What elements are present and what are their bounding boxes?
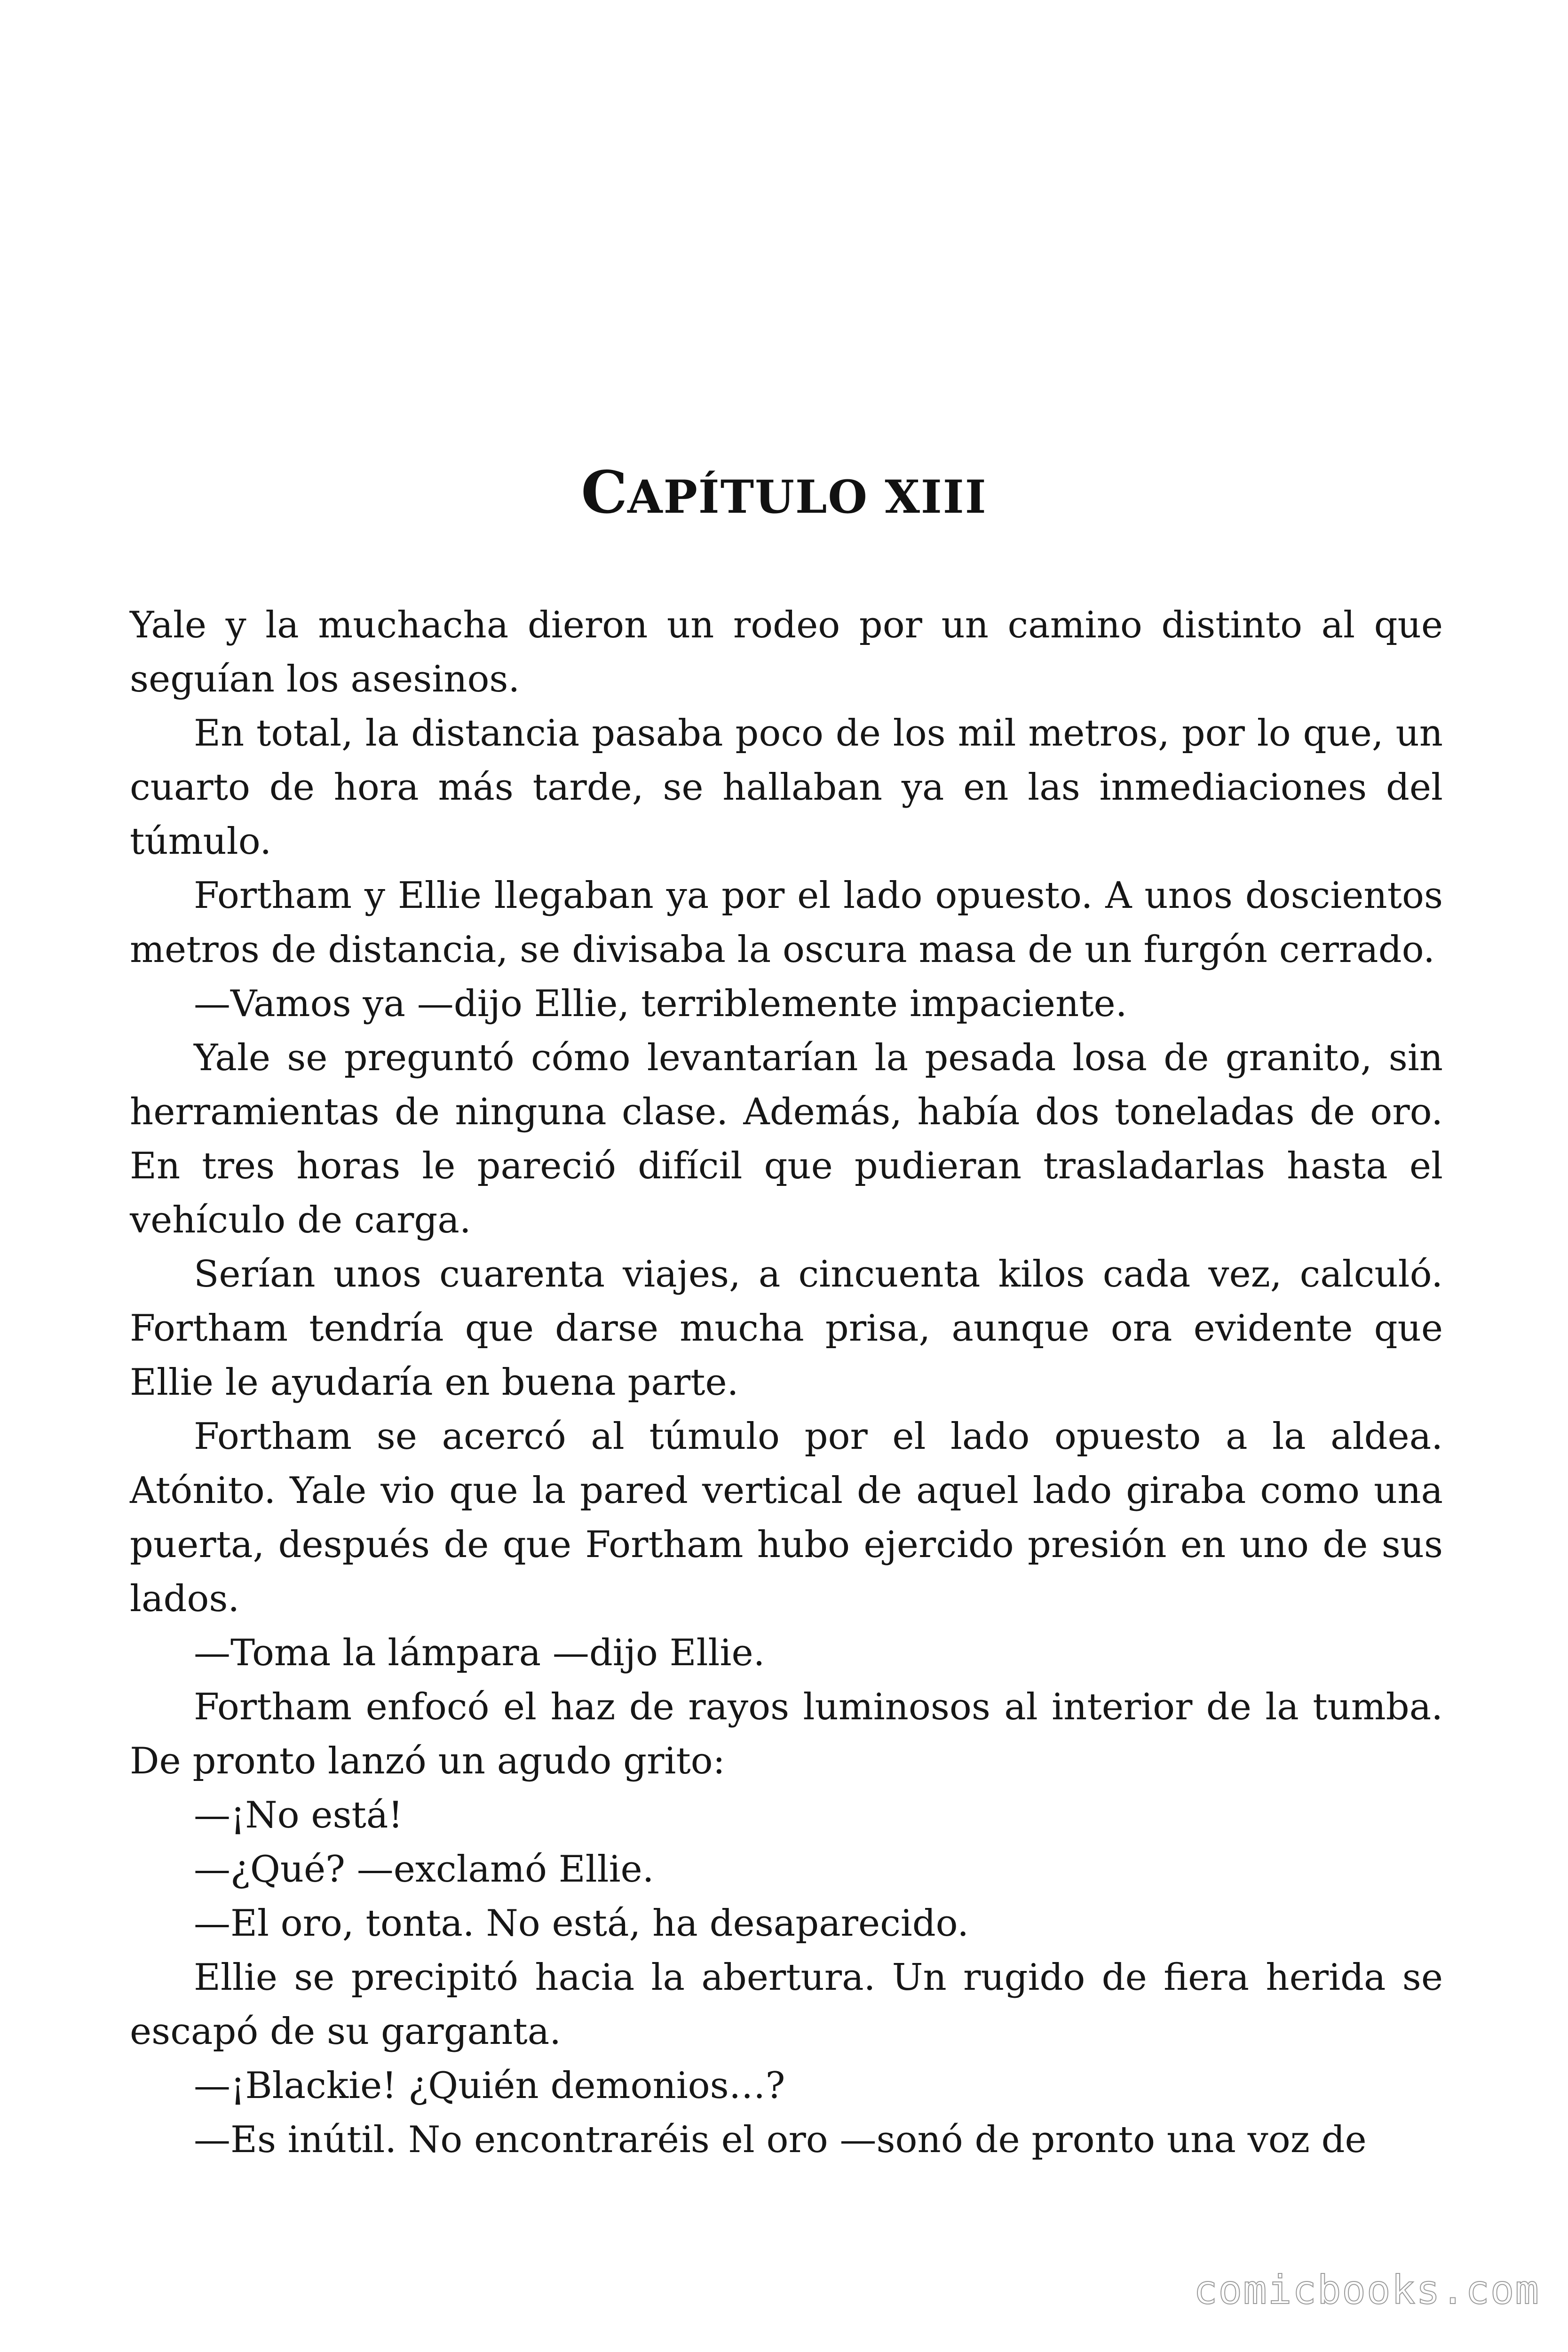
chapter-title-rest: APÍTULO XIII bbox=[627, 470, 987, 524]
paragraph: —¿Qué? —exclamó Ellie. bbox=[194, 1848, 654, 1891]
body-text bbox=[130, 598, 1443, 2167]
paragraph: Fortham enfocó el haz de rayos luminosos al interior de la tumba. De pronto lanzó un agudo grito: bbox=[130, 1686, 1443, 1782]
paragraph: —¡Blackie! ¿Quién demonios…? bbox=[194, 2065, 785, 2107]
paragraph: En total, la distancia pasaba poco de los mil metros, por lo que, un cuarto de hora más tarde, se hallaban ya en las inmediaciones del túmulo. bbox=[130, 712, 1443, 863]
paragraph: Fortham y Ellie llegaban ya por el lado opuesto. A unos doscientos metros de distancia, se divisaba la oscura masa de un furgón cerrado. bbox=[130, 874, 1443, 971]
paragraph: Yale y la muchacha dieron un rodeo por un camino distinto al que seguían los asesinos. bbox=[130, 604, 1443, 700]
paragraph: Serían unos cuarenta viajes, a cincuenta kilos cada vez, calculó. Fortham tendría que darse mucha prisa, aunque ora evidente que Ellie le ayudaría en buena parte. bbox=[130, 1253, 1443, 1404]
paragraph: Yale se preguntó cómo levantarían la pesada losa de granito, sin herramientas de ninguna clase. Además, había dos toneladas de oro. En tres horas le pareció difícil que pudieran trasladarlas hasta el vehículo de carga. bbox=[130, 1037, 1443, 1241]
paragraph: Fortham se acercó al túmulo por el lado opuesto a la aldea. Atónito. Yale vio que la pared vertical de aquel lado giraba como una puerta, después de que Fortham hubo ejercido presión en uno de sus lados. bbox=[130, 1415, 1443, 1620]
paragraph: Ellie se precipitó hacia la abertura. Un rugido de fiera herida se escapó de su garganta. bbox=[130, 1956, 1443, 2053]
paragraph: —¡No está! bbox=[194, 1794, 403, 1836]
paragraph: —Vamos ya —dijo Ellie, terriblemente impaciente. bbox=[194, 983, 1127, 1025]
chapter-title-initial: C bbox=[581, 459, 628, 527]
paragraph: —El oro, tonta. No está, ha desaparecido. bbox=[194, 1902, 969, 1945]
chapter-title bbox=[0, 455, 1568, 535]
watermark: comicbooks.com bbox=[1193, 2267, 1540, 2313]
paragraph: —Toma la lámpara —dijo Ellie. bbox=[194, 1632, 765, 1674]
paragraph: —Es inútil. No encontraréis el oro —sonó de pronto una voz de bbox=[194, 2119, 1367, 2161]
